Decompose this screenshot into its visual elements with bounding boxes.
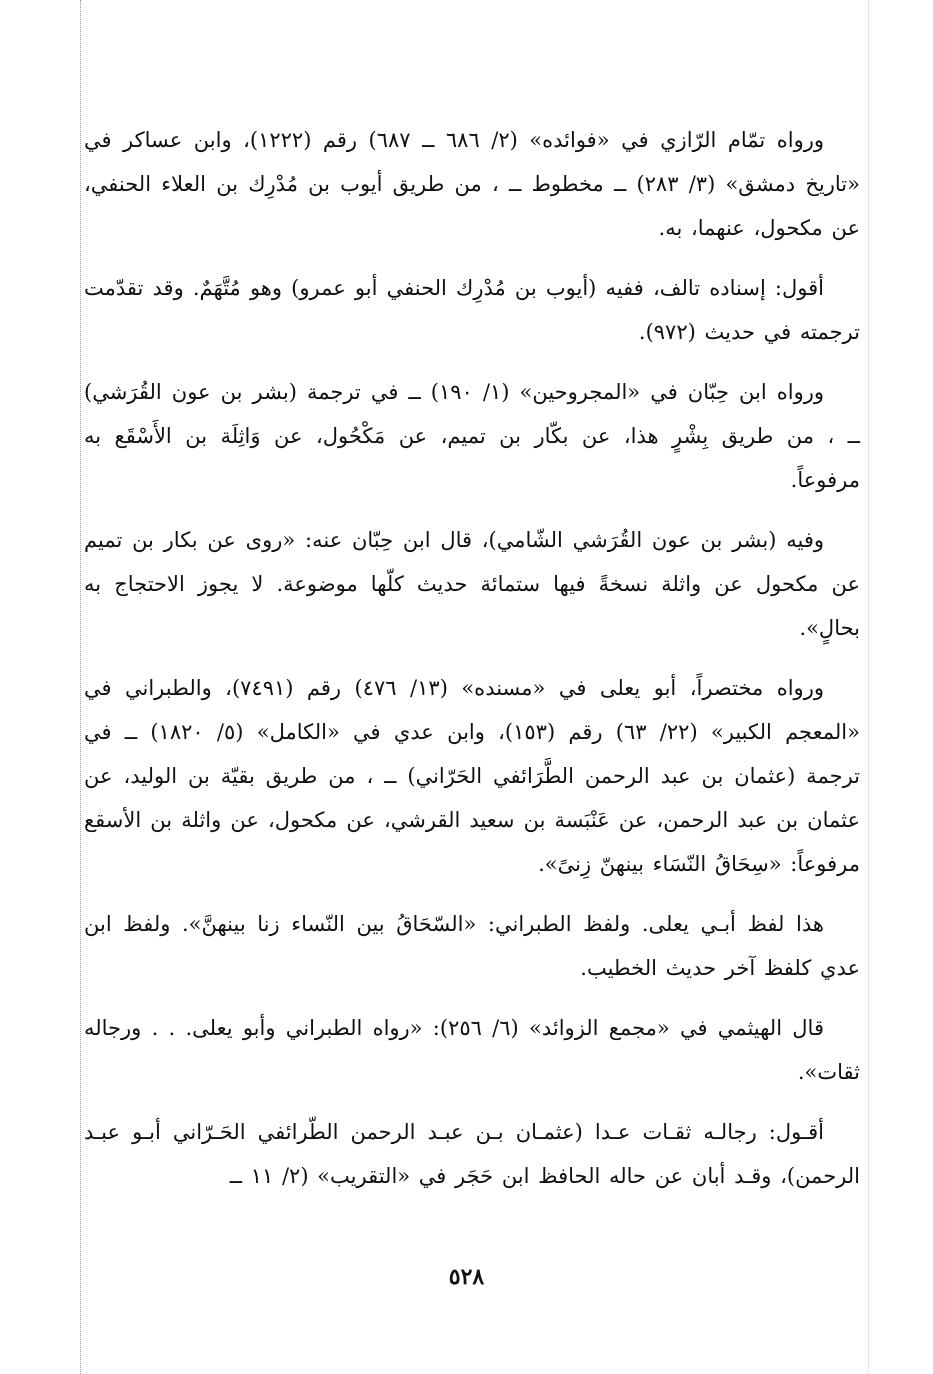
paragraph-2: أقول: إسناده تالف، ففيه (أيوب بن مُدْرِك الحنفي أبو عمرو) وهو مُتَّهَمٌ. وقد تقدّمت ترجمته في حديث (٩٧٢). xyxy=(84,276,860,344)
paragraph-6: هذا لفظ أبـي يعلى. ولفظ الطبراني: «السّحَاقُ بين النّساء زنا بينهنَّ». ولفظ ابن عدي كلفظ آخر حديث الخطيب. xyxy=(84,912,860,980)
right-margin-guide xyxy=(868,0,869,1374)
paragraph-1: ورواه تمّام الرّازي في «فوائده» (٢/ ٦٨٦ ــ ٦٨٧) رقم (١٢٢٢)، وابن عساكر في «تاريخ دمشق» (٣/ ٢٨٣) ــ مخطوط ــ ، من طريق أيوب بن مُدْرِك بن العلاء الحنفي، عن مكحول، عنهما، به. xyxy=(84,128,860,240)
paragraph-5: ورواه مختصراً، أبو يعلى في «مسنده» (١٣/ ٤٧٦) رقم (٧٤٩١)، والطبراني في «المعجم الكبير» (٢٢/ ٦٣) رقم (١٥٣)، وابن عدي في «الكامل» (٥/ ١٨٢٠) ــ في ترجمة (عثمان بن عبد الرحمن الطَّرَائفي الحَرّاني) ــ ، من طريق بقيّة بن الوليد، عن عثمان بن عبد الرحمن، عن عَنْبَسة بن سعيد القرشي، عن مكحول، عن واثلة بن الأسقع مرفوعاً: «سِحَاقُ النّسَاء بينهنّ زِنىً». xyxy=(84,676,860,876)
body-text xyxy=(84,118,860,1198)
paragraph-7: قال الهيثمي في «مجمع الزوائد» (٦/ ٢٥٦): «رواه الطبراني وأبو يعلى. . . ورجاله ثقات». xyxy=(84,1016,860,1084)
paragraph-8: أقـول: رجالـه ثقـات عـدا (عثمـان بـن عبـد الرحمن الطّرائفي الحَـرّاني أبـو عبـد الرحمن)، وقـد أبان عن حاله الحافظ ابن حَجَر في «التقريب» (٢/ ١١ ــ xyxy=(84,1120,860,1188)
left-margin-guide xyxy=(80,0,81,1374)
paragraph-3: ورواه ابن حِبّان في «المجروحين» (١/ ١٩٠) ــ في ترجمة (بشر بن عون القُرَشي) ــ ، من طريق بِشْرٍ هذا، عن بكّار بن تميم، عن مَكْحُول، عن وَاثِلَة بن الأَسْقَع به مرفوعاً. xyxy=(84,380,860,492)
paragraph-4: وفيه (بشر بن عون القُرَشي الشّامي)، قال ابن حِبّان عنه: «روى عن بكار بن تميم عن مكحول عن واثلة نسخةً فيها ستمائة حديث كلّها موضوعة. لا يجوز الاحتجاج به بحالٍ». xyxy=(84,528,860,640)
page-number: ٥٢٨ xyxy=(448,1264,485,1290)
